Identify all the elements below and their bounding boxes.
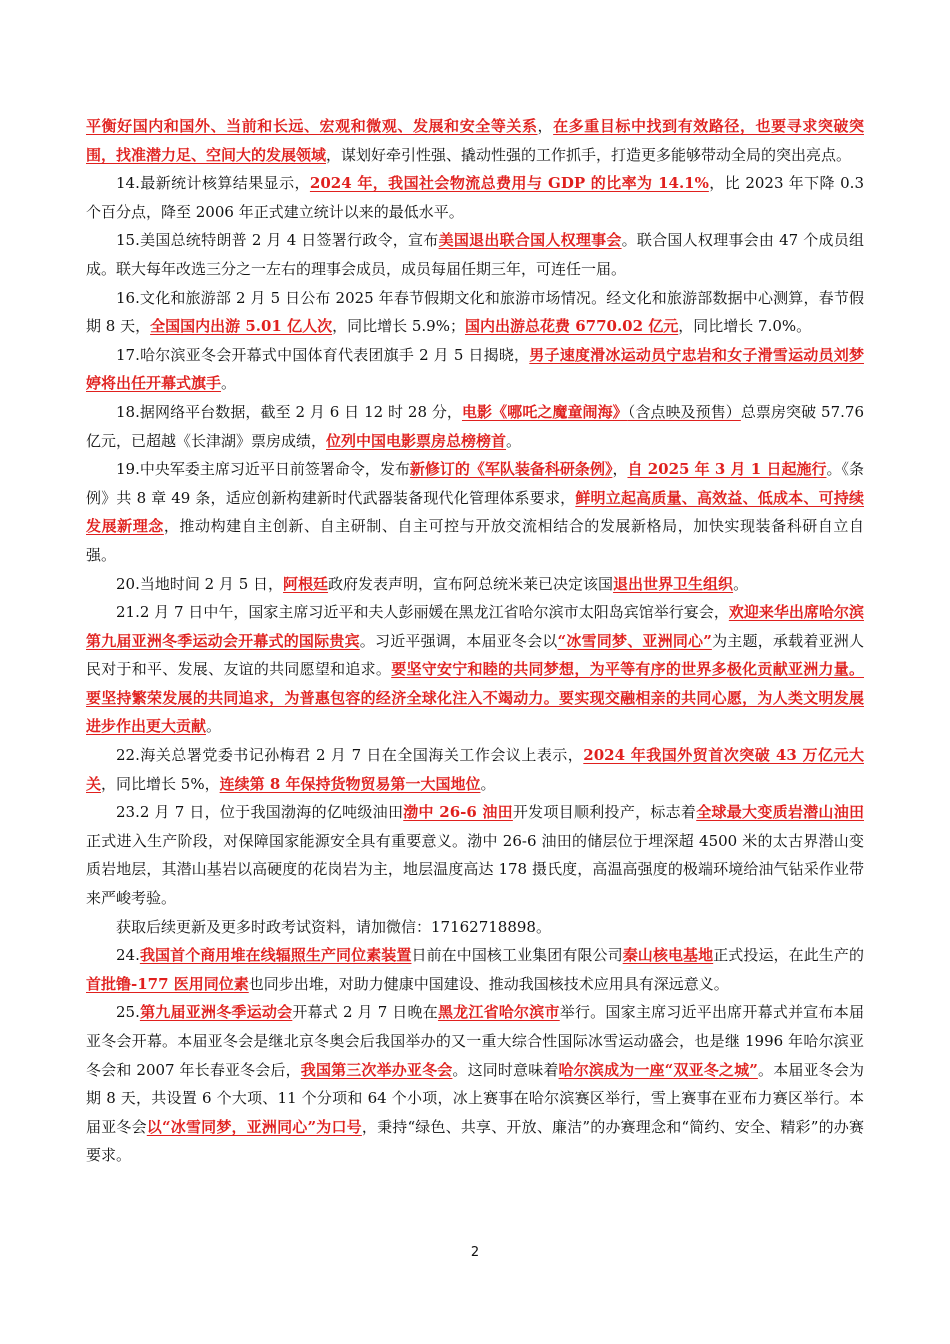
body-text: 19.中央军委主席习近平日前签署命令，发布: [116, 460, 410, 479]
body-text: ，同比增长 5%，: [101, 774, 220, 793]
body-text: ，推动构建自主创新、自主研制、自主可控与开放交流相结合的发展新格局，加快实现装备科研自立自强。: [86, 517, 864, 564]
highlighted-text: “冰雪同梦、亚洲同心”: [557, 631, 712, 650]
body-text: 。: [206, 717, 222, 736]
highlighted-text: 全球最大变质岩潜山油田: [696, 803, 864, 822]
body-text: 。联合国人权理事会由 47 个成员组成。联大每年改选三分之一左右的理事会成员，成员每届任期三年，可连任一届。: [86, 231, 864, 278]
highlighted-text: 全国国内出游 5.01 亿人次: [150, 317, 333, 336]
body-text: ，秉持“绿色、共享、开放、廉洁”的办赛理念和“简约、安全、精彩”的办赛要求。: [86, 1117, 864, 1165]
highlighted-text: 2024 年我国外贸首次突破 43 万亿元大关: [86, 746, 864, 793]
body-text: 总票房突破 57.76 亿元，已超越《长津湖》票房成绩，: [86, 402, 864, 450]
paragraph-p25: [86, 998, 864, 1170]
body-text: ，同比增长 5.9%；: [332, 317, 465, 336]
body-text: 23.2 月 7 日，位于我国渤海的亿吨级油田: [116, 803, 404, 822]
highlighted-text: 秦山核电基地: [622, 946, 714, 965]
highlighted-text: 第九届亚洲冬季运动会: [139, 1003, 293, 1022]
highlighted-text: 美国退出联合国人权理事会: [438, 231, 622, 250]
body-text: 也同步出堆，对助力健康中国建设、推动我国核技术应用具有深远意义。: [248, 974, 729, 993]
paragraph-p22: [86, 741, 864, 798]
highlighted-text: 2024 年，我国社会物流总费用与 GDP 的比率为 14.1%: [309, 174, 709, 193]
highlighted-text: 我国第三次举办亚冬会: [300, 1060, 453, 1079]
paragraph-p14: [86, 169, 864, 226]
highlighted-text: 哈尔滨成为一座“双亚冬之城”: [558, 1060, 758, 1079]
highlighted-text: 首批镥-177 医用同位素: [86, 974, 249, 993]
document-body: [86, 112, 864, 1170]
body-text: 。: [221, 374, 237, 393]
body-text: ，比 2023 年下降 0.3 个百分点，降至 2006 年正式建立统计以来的最低水平。: [86, 174, 864, 221]
highlighted-text: 阿根廷: [283, 574, 329, 593]
paragraph-p17: [86, 341, 864, 398]
highlighted-text: 男子速度滑冰运动员宁忠岩和女子滑雪运动员刘梦婷将出任开幕式旗手: [86, 345, 864, 393]
paragraph-p18: [86, 398, 864, 455]
body-text: ，谋划好牵引性强、撬动性强的工作抓手，打造更多能够带动全局的突出亮点。: [326, 145, 852, 164]
body-text: 。: [733, 574, 749, 593]
page-number: 2: [470, 1245, 480, 1260]
body-text: 获取后续更新及更多时政考试资料，请加微信：17162718898。: [116, 917, 551, 936]
body-text: 14.最新统计核算结果显示，: [116, 174, 310, 193]
paragraph-p19: [86, 455, 864, 569]
body-text: 。: [480, 774, 496, 793]
paragraph-p-wechat: [86, 913, 864, 942]
highlighted-text: 电影《哪吒之魔童闹海》: [461, 402, 628, 421]
body-text: 。习近平强调，本届亚冬会以: [359, 631, 558, 650]
highlighted-text: 国内出游总花费 6770.02 亿元: [464, 317, 679, 336]
body-text: 25.: [116, 1003, 140, 1022]
paragraph-p23: [86, 798, 864, 912]
body-text: 政府发表声明，宣布阿总统米莱已决定该国: [328, 574, 614, 593]
highlighted-text: 我国首个商用堆在线辐照生产同位素装置: [139, 946, 412, 965]
highlighted-text: 位列中国电影票房总榜榜首: [326, 431, 507, 450]
body-text: 16.文化和旅游部 2 月 5 日公布 2025 年春节假期文化和旅游市场情况。经文化和旅游部数据中心测算，春节假期 8 天，: [86, 288, 864, 336]
body-text: 正式进入生产阶段，对保障国家能源安全具有重要意义。渤中 26-6 油田的储层位于埋深超 4500 米的太古界潜山变质岩地层，其潜山基岩以高硬度的花岗岩为主，地层温度高达 178 摄氏度，高温高强度的极端环境给油气钻采作业带来严峻考验。: [86, 831, 864, 908]
paragraph-p21: [86, 598, 864, 741]
highlighted-text: 鲜明立起高质量、高效益、低成本、可持续发展新理念: [86, 488, 864, 536]
body-text: 22.海关总署党委书记孙梅君 2 月 7 日在全国海关工作会议上表示，: [116, 746, 584, 765]
body-text: 15.美国总统特朗普 2 月 4 日签署行政令，宣布: [116, 231, 439, 250]
highlighted-text: 在多重目标中找到有效路径，也要寻求突破突围，找准潜力足、空间大的发展领域: [86, 117, 864, 164]
body-text: 20.当地时间 2 月 5 日，: [116, 574, 284, 593]
highlighted-text: 以“冰雪同梦，亚洲同心”为口号: [146, 1117, 362, 1136]
highlighted-text: 要坚守安宁和睦的共同梦想，为平等有序的世界多极化贡献亚洲力量。要坚持繁荣发展的共同追求，为普惠包容的经济全球化注入不竭动力。要实现交融相亲的共同心愿，为人类文明发展进步作出更大贡献: [86, 660, 864, 736]
body-text: 日前在中国核工业集团有限公司: [411, 946, 623, 965]
body-text: 。: [506, 431, 522, 450]
paragraph-p20: [86, 570, 864, 599]
body-text: 18.据网络平台数据，截至 2 月 6 日 12 时 28 分，: [116, 402, 462, 421]
highlighted-text: 新修订的《军队装备科研条例》: [409, 460, 613, 479]
paragraph-p13: [86, 112, 864, 169]
body-text: ，同比增长 7.0%。: [678, 317, 812, 336]
body-text: 。这同时意味着: [452, 1060, 559, 1079]
body-text: 开发项目顺利投产，标志着: [512, 803, 697, 822]
body-text: （含点映及预售）: [627, 402, 741, 421]
highlighted-text: 自 2025 年 3 月 1 日起施行: [627, 460, 827, 479]
body-text: 举行。国家主席习近平出席开幕式并宣布本届亚冬会开幕。本届亚冬会是继北京冬奥会后我国举办的又一重大综合性国际冰雪运动盛会，也是继 1996 年哈尔滨亚冬会和 2007 年长春亚冬会后，: [86, 1003, 864, 1079]
highlighted-text: 黑龙江省哈尔滨市: [437, 1003, 560, 1022]
highlighted-text: 平衡好国内和国外、当前和长远、宏观和微观、发展和安全等关系: [86, 117, 538, 135]
highlighted-text: 欢迎来华出席哈尔滨第九届亚洲冬季运动会开幕式的国际贵宾: [86, 603, 864, 650]
body-text: ，: [537, 117, 554, 135]
highlighted-text: 渤中 26-6 油田: [403, 803, 513, 822]
body-text: 为主题，承载着亚洲人民对于和平、发展、友谊的共同愿望和追求。: [86, 631, 864, 679]
body-text: 。《条例》共 8 章 49 条，适应创新构建新时代武器装备现代化管理体系要求，: [86, 460, 864, 507]
highlighted-text: 连续第 8 年保持货物贸易第一大国地位: [219, 774, 481, 793]
body-text: 。本届亚冬会为期 8 天，共设置 6 个大项、11 个分项和 64 个小项，冰上赛事在哈尔滨赛区举行，雪上赛事在亚布力赛区举行。本届亚冬会: [86, 1060, 864, 1136]
body-text: ，: [612, 460, 628, 479]
body-text: 24.: [116, 946, 140, 965]
highlighted-text: 退出世界卫生组织: [613, 574, 734, 593]
body-text: 正式投运，在此生产的: [713, 946, 864, 965]
body-text: 21.2 月 7 日中午，国家主席习近平和夫人彭丽媛在黑龙江省哈尔滨市太阳岛宾馆举行宴会，: [116, 603, 729, 622]
paragraph-p24: [86, 941, 864, 998]
body-text: 17.哈尔滨亚冬会开幕式中国体育代表团旗手 2 月 5 日揭晓，: [116, 345, 530, 364]
paragraph-p16: [86, 284, 864, 341]
paragraph-p15: [86, 226, 864, 283]
body-text: 开幕式 2 月 7 日晚在: [292, 1003, 438, 1022]
